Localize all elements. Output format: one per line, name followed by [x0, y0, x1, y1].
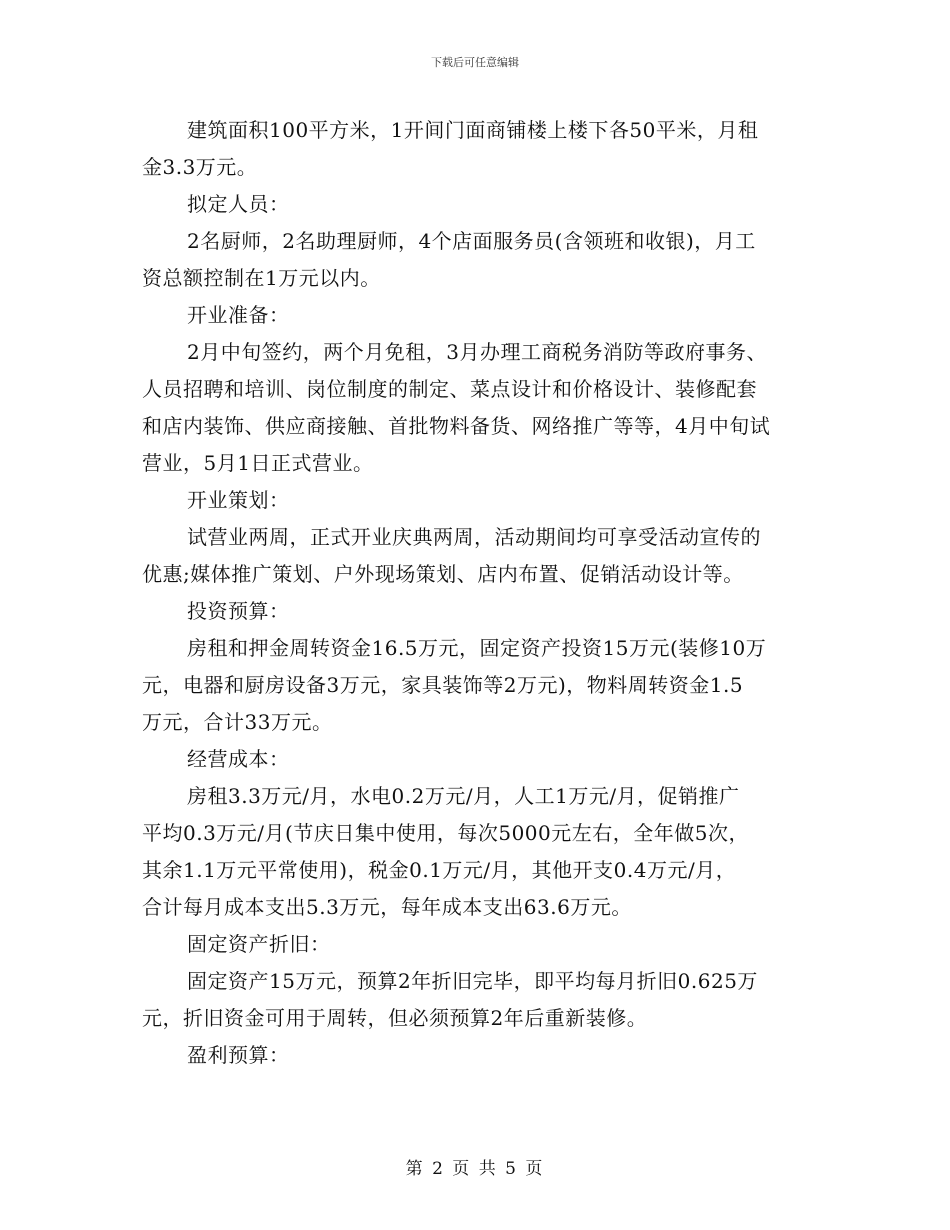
text-line: 拟定人员：: [187, 192, 290, 216]
text-line: 平均0.3万元/月(节庆日集中使用，每次5000元左右，全年做5次，: [142, 821, 749, 845]
text-line: 优惠;媒体推广策划、户外现场策划、店内布置、促销活动设计等。: [142, 562, 744, 586]
text-line: 2名厨师，2名助理厨师，4个店面服务员(含领班和收银)，月工: [187, 229, 756, 253]
text-line: 其余1.1万元平常使用)，税金0.1万元/月，其他开支0.4万元/月，: [142, 858, 737, 882]
page-header: 下载后可任意编辑: [431, 56, 519, 69]
document-body: [142, 112, 812, 1074]
text-line: 固定资产折旧：: [187, 932, 331, 956]
text-line: 开业策划：: [187, 488, 290, 512]
text-line: 资总额控制在1万元以内。: [142, 266, 381, 290]
text-line: 房租3.3万元/月，水电0.2万元/月，人工1万元/月，促销推广: [187, 784, 740, 808]
text-line: 合计每月成本支出5.3万元，每年成本支出63.6万元。: [142, 895, 632, 919]
text-line: 试营业两周，正式开业庆典两周，活动期间均可享受活动宣传的: [187, 525, 761, 549]
text-line: 人员招聘和培训、岗位制度的制定、菜点设计和价格设计、装修配套: [142, 377, 757, 401]
text-line: 元，电器和厨房设备3万元，家具装饰等2万元)，物料周转资金1.5: [142, 673, 744, 697]
text-line: 元，折旧资金可用于周转，但必须预算2年后重新装修。: [142, 1006, 648, 1030]
page-footer: 第 2 页 共 5 页: [405, 1159, 545, 1179]
text-line: 营业，5月1日正式营业。: [142, 451, 374, 475]
text-line: 万元，合计33万元。: [142, 710, 333, 734]
text-line: 经营成本：: [187, 747, 290, 771]
text-line: 建筑面积100平方米，1开间门面商铺楼上楼下各50平米，月租: [187, 118, 759, 142]
text-line: 金3.3万元。: [142, 155, 258, 179]
text-line: 2月中旬签约，两个月免租，3月办理工商税务消防等政府事务、: [187, 340, 767, 364]
text-line: 固定资产15万元，预算2年折旧完毕，即平均每月折旧0.625万: [187, 969, 758, 993]
text-line: 开业准备：: [187, 303, 290, 327]
text-line: 房租和押金周转资金16.5万元，固定资产投资15万元(装修10万: [187, 636, 767, 660]
text-line: 和店内装饰、供应商接触、首批物料备货、网络推广等等，4月中旬试: [142, 414, 771, 438]
text-line: 投资预算：: [187, 599, 290, 623]
text-line: 盈利预算：: [187, 1043, 290, 1067]
